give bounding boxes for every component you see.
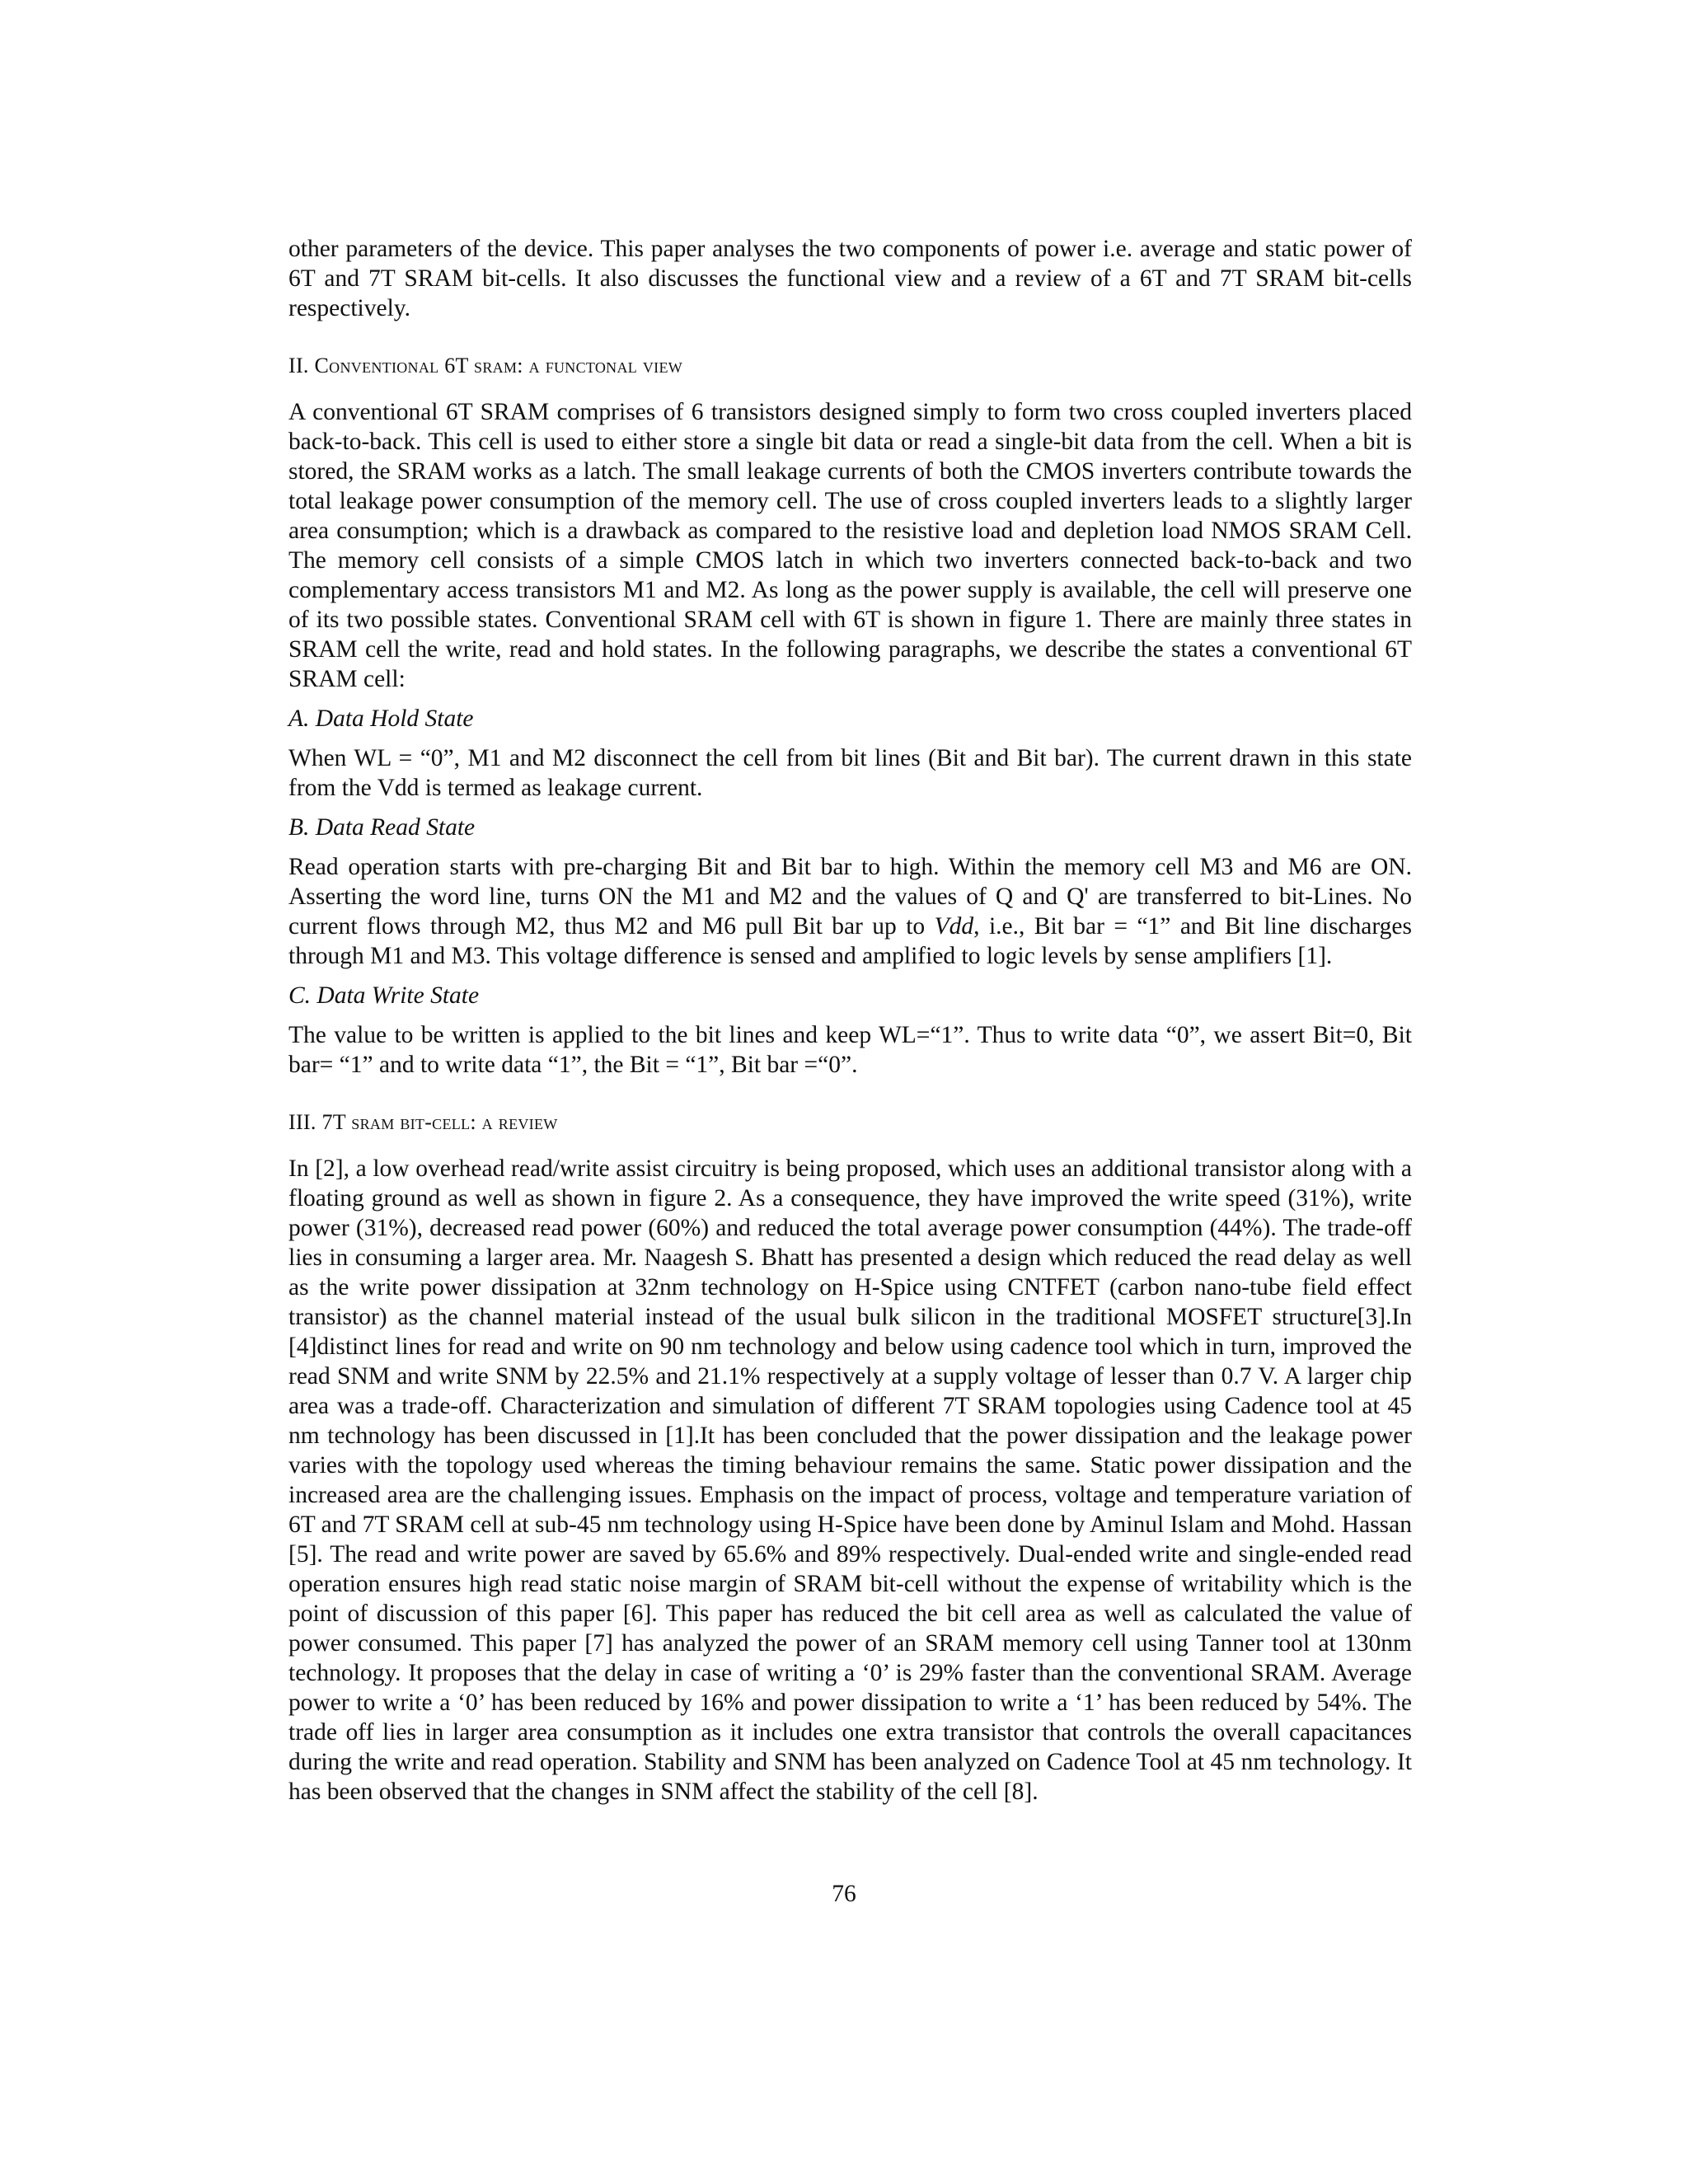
section-heading-7t-review	[288, 1109, 1412, 1136]
section-number: II.	[288, 354, 315, 377]
read-text-part: , i.e., Bit bar = “1” and Bit line discharges through M1 and M3. This voltage difference is sensed and amplified to logic levels by sense amplifiers [1].	[288, 913, 1412, 969]
section-title: 7T sram bit-cell: a review	[321, 1110, 558, 1134]
section-paragraph: In [2], a low overhead read/write assist circuitry is being proposed, which uses an additional transistor along with a floating ground as well as shown in figure 2. As a consequence, they have improved the write speed (31%), write power (31%), decreased read power (60%) and reduced the total average power consumption (44%). The trade-off lies in consuming a larger area. Mr. Naagesh S. Bhatt has presented a design which reduced the read delay as well as the write power dissipation at 32nm technology on H-Spice using CNTFET (carbon nano-tube field effect transistor) as the channel material instead of the usual bulk silicon in the traditional MOSFET structure[3].In [4]distinct lines for read and write on 90 nm technology and below using cadence tool which in turn, improved the read SNM and write SNM by 22.5% and 21.1% respectively at a supply voltage of lesser than 0.7 V. A larger chip area was a trade-off. Characterization and simulation of different 7T SRAM topologies using Cadence tool at 45 nm technology has been discussed in [1].It has been concluded that the power dissipation and the leakage power varies with the topology used whereas the timing behaviour remains the same. Static power dissipation and the increased area are the challenging issues. Emphasis on the impact of process, voltage and temperature variation of 6T and 7T SRAM cell at sub-45 nm technology using H-Spice have been done by Aminul Islam and Mohd. Hassan [5]. The read and write power are saved by 65.6% and 89% respectively. Dual-ended write and single-ended read operation ensures high read static noise margin of SRAM bit-cell without the expense of writability which is the point of discussion of this paper [6]. This paper has reduced the bit cell area as well as calculated the value of power consumed. This paper [7] has analyzed the power of an SRAM memory cell using Tanner tool at 130nm technology. It proposes that the delay in case of writing a ‘0’ is 29% faster than the conventional SRAM. Average power to write a ‘0’ has been reduced by 16% and power dissipation to write a ‘1’ has been reduced by 54%. The trade off lies in larger area consumption as it includes one extra transistor that controls the overall capacitances during the write and read operation. Stability and SNM has been analyzed on Cadence Tool at 45 nm technology. It has been observed that the changes in SNM affect the stability of the cell [8].	[288, 1155, 1412, 1805]
section-title: Conventional 6T sram: a functonal view	[314, 354, 683, 377]
page-number: 76	[832, 1881, 856, 1907]
subsection-paragraph-data-read	[288, 852, 1412, 971]
page-content	[288, 234, 1412, 1807]
subsection-heading-data-read: B. Data Read State	[288, 814, 476, 841]
subsection-paragraph-data-hold: When WL = “0”, M1 and M2 disconnect the cell from bit lines (Bit and Bit bar). The current drawn in this state from the Vdd is termed as leakage current.	[288, 745, 1412, 801]
intro-paragraph: other parameters of the device. This paper analyses the two components of power i.e. average and static power of 6T and 7T SRAM bit-cells. It also discusses the functional view and a review of a 6T and 7T SRAM bit-cells respectively.	[288, 236, 1412, 321]
subsection-heading-data-hold: A. Data Hold State	[288, 705, 474, 732]
section-heading-conventional-6t	[288, 353, 1412, 379]
read-text-part: Read operation starts with pre-charging Bit and Bit bar to high. Within the memory cell M3 and M6 are ON. Asserting the word line, turns ON the M1 and M2 and the values of Q and Q' are transferred to bit-Lines. No current flows through M2, thus M2 and M6 pull Bit bar up to	[288, 854, 1412, 940]
subsection-paragraph-data-write: The value to be written is applied to the bit lines and keep WL=“1”. Thus to write data “0”, we assert Bit=0, Bit bar= “1” and to write data “1”, the Bit = “1”, Bit bar =“0”.	[288, 1022, 1412, 1078]
section-paragraph: A conventional 6T SRAM comprises of 6 transistors designed simply to form two cross coupled inverters placed back-to-back. This cell is used to either store a single bit data or read a single-bit data from the cell. When a bit is stored, the SRAM works as a latch. The small leakage currents of both the CMOS inverters contribute towards the total leakage power consumption of the memory cell. The use of cross coupled inverters leads to a slightly larger area consumption; which is a drawback as compared to the resistive load and depletion load NMOS SRAM Cell. The memory cell consists of a simple CMOS latch in which two inverters connected back-to-back and two complementary access transistors M1 and M2. As long as the power supply is available, the cell will preserve one of its two possible states. Conventional SRAM cell with 6T is shown in figure 1. There are mainly three states in SRAM cell the write, read and hold states. In the following paragraphs, we describe the states a conventional 6T SRAM cell:	[288, 399, 1412, 692]
subsection-heading-data-write: C. Data Write State	[288, 982, 480, 1009]
section-number: III.	[288, 1110, 322, 1134]
vdd-italic: Vdd	[934, 913, 974, 940]
